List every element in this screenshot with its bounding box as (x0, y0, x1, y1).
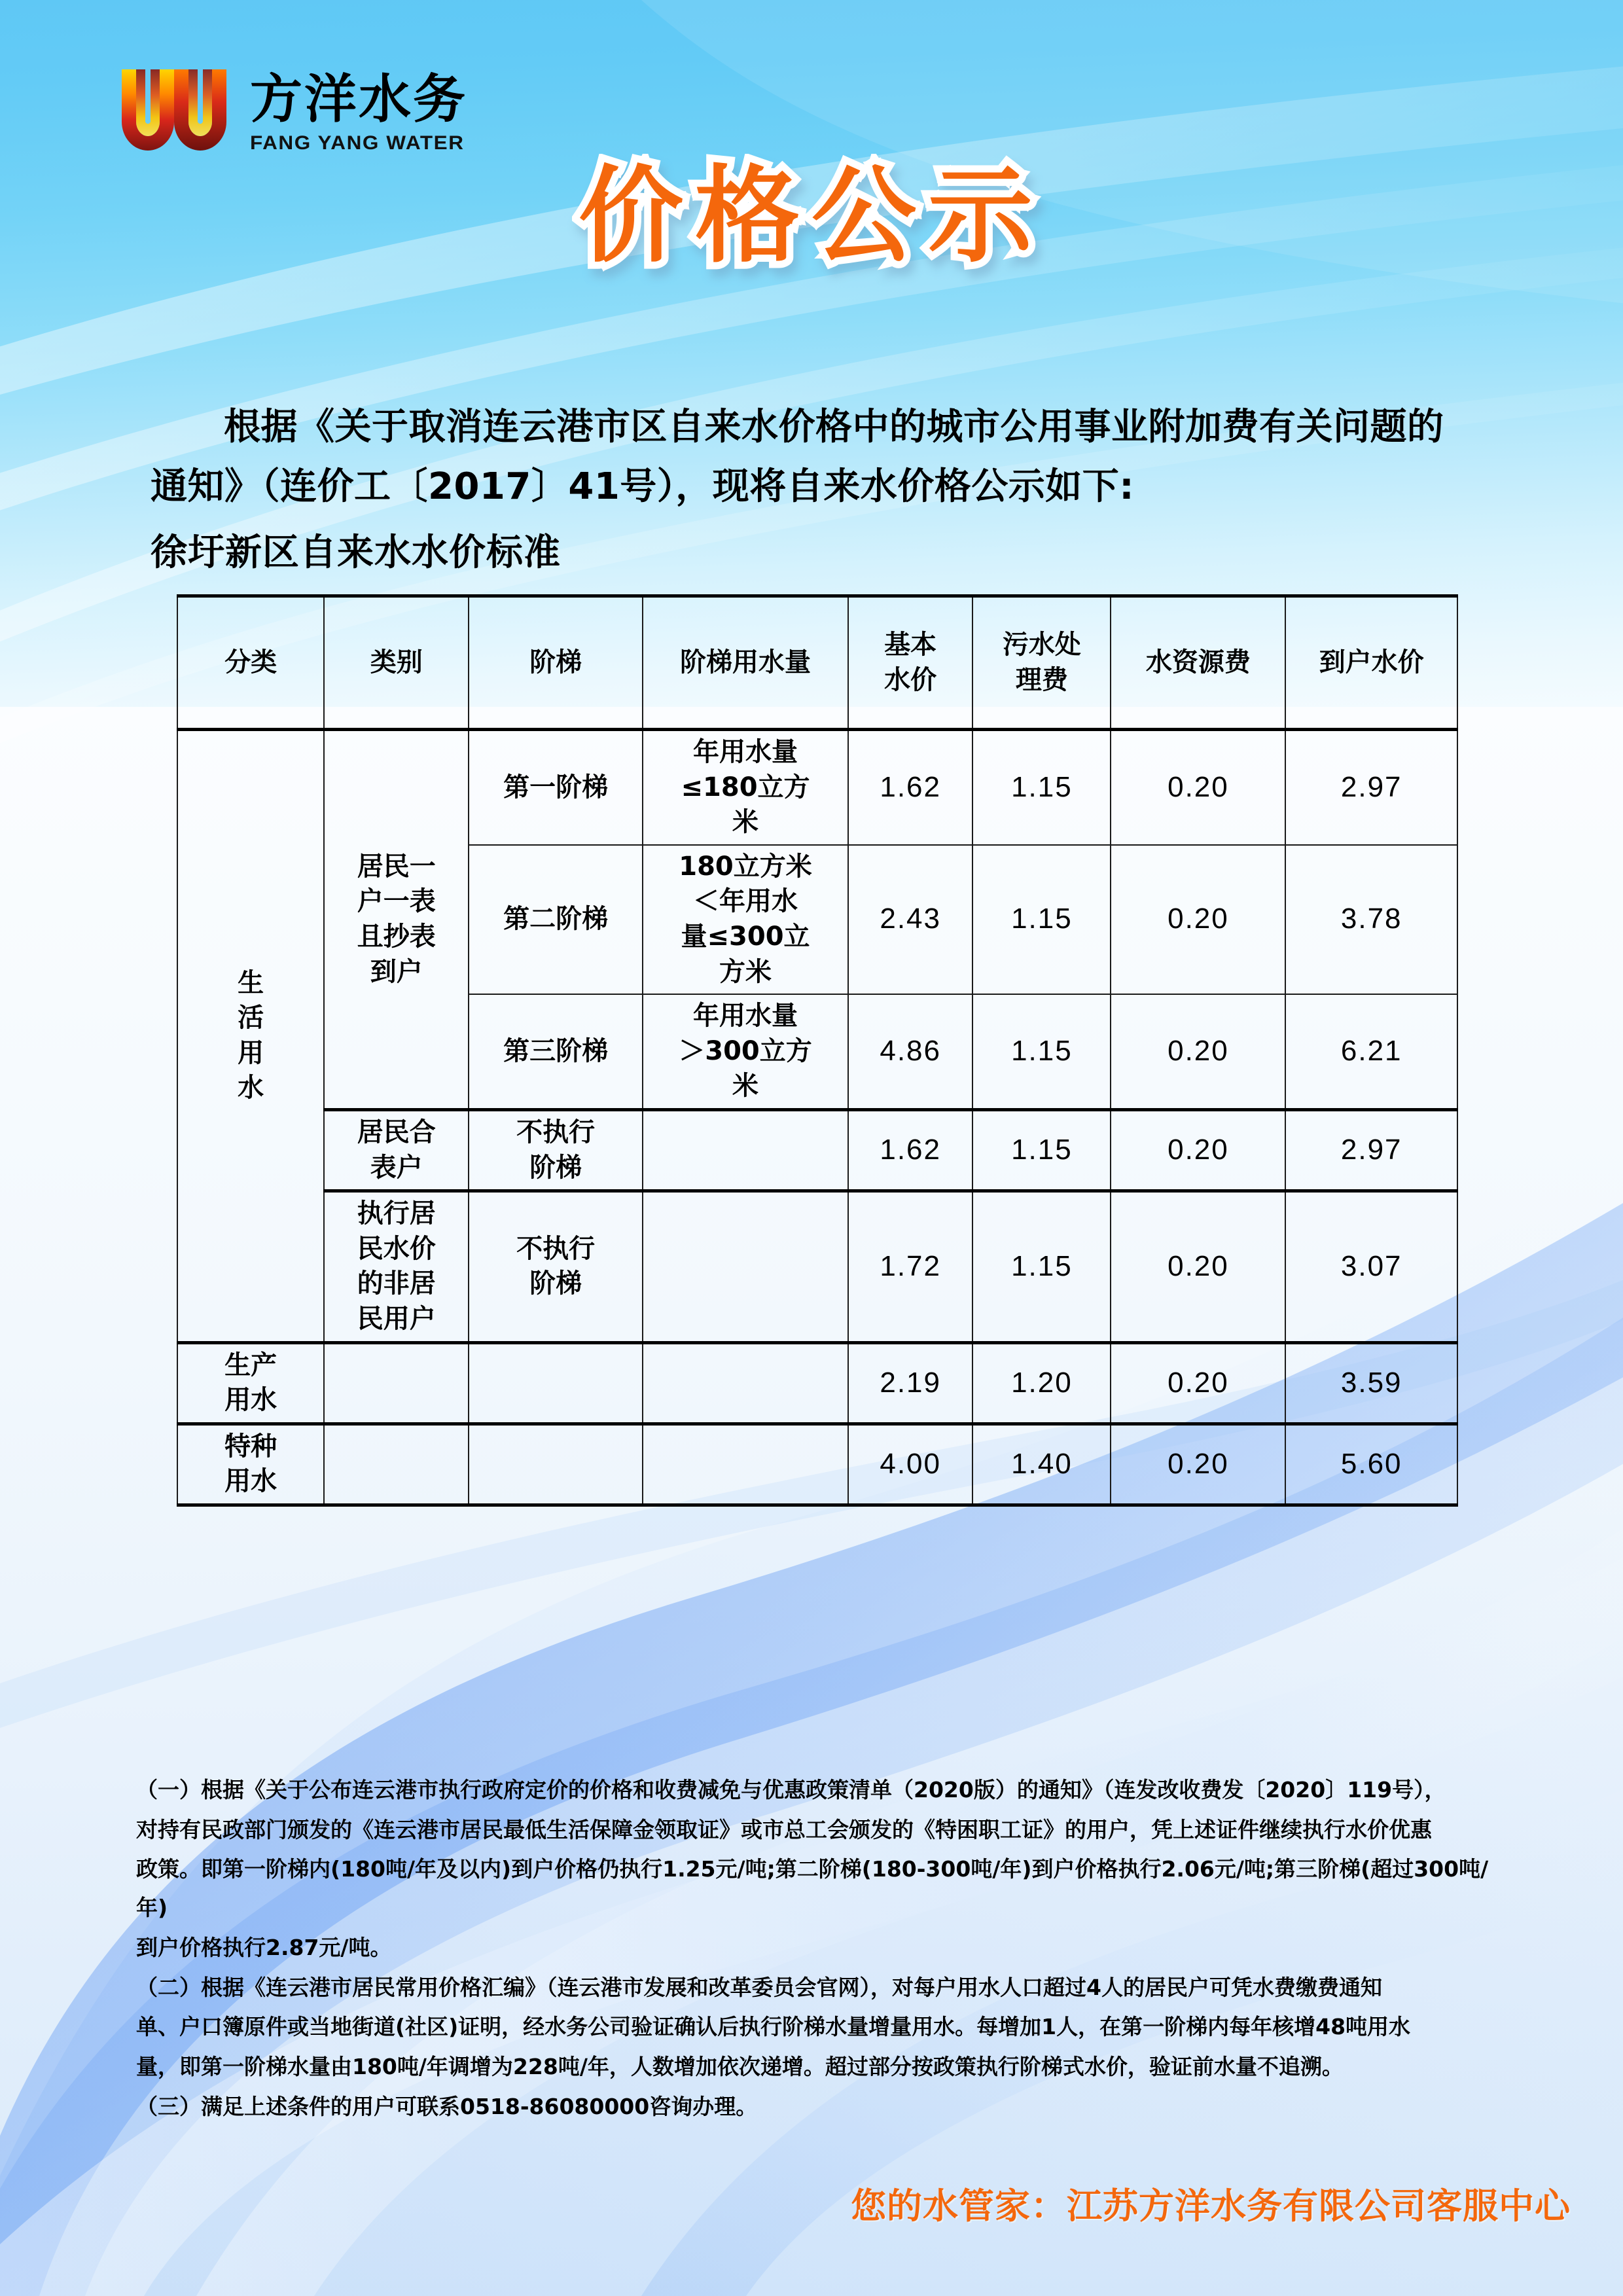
table-row (177, 1342, 1457, 1424)
water-price-table (177, 594, 1458, 1507)
cell-total-price: 3.78 (1285, 845, 1457, 994)
cell-resource-fee: 0.20 (1111, 1342, 1285, 1424)
tier-label (469, 1342, 643, 1424)
footnotes-block (136, 1771, 1499, 2128)
footnote-1-line-3: 政策。即第一阶梯内(180吨/年及以内)到户价格仍执行1.25元/吨;第二阶梯(180-300吨/年)到户价格执行2.06元/吨;第三阶梯(超过300吨/年) (136, 1856, 1489, 1921)
fangyang-w-logo-icon (116, 64, 233, 162)
cell-base-price: 1.62 (848, 730, 972, 845)
tier-usage-line2: ＜年用水 (693, 886, 798, 917)
type-label-one-household-one-meter (324, 730, 469, 1110)
group-label-domestic-water-char-3: 水 (238, 1073, 264, 1103)
tier-usage (643, 1342, 848, 1424)
group-label-domestic-water-char-0: 生 (238, 967, 264, 998)
footnote-3-line-1: （三）满足上述条件的用户可联系0518-86080000咨询办理。 (136, 2093, 758, 2119)
type-label (324, 1424, 469, 1505)
group-label-production-water-line-1: 用水 (224, 1385, 277, 1416)
cell-sewage-fee: 1.40 (972, 1424, 1111, 1505)
page-title: 价格公示 (578, 154, 1044, 277)
type-label-line-1: 表户 (370, 1152, 423, 1183)
group-label-domestic-water-char-2: 用 (238, 1037, 264, 1068)
type-label-line-3: 到户 (370, 956, 423, 987)
tier-usage-line3: 量≤300立 (681, 921, 810, 952)
cell-base-price: 4.86 (848, 994, 972, 1109)
table-row (177, 1191, 1457, 1342)
column-header-total-price: 到户水价 (1285, 596, 1457, 730)
brand-name-cn: 方洋水务 (250, 69, 467, 130)
tier-usage-line3: 米 (732, 1071, 759, 1102)
group-label-special-water-line-0: 特种 (224, 1431, 277, 1462)
column-header-tier-usage: 阶梯用水量 (643, 596, 848, 730)
cell-resource-fee: 0.20 (1111, 730, 1285, 845)
cell-resource-fee: 0.20 (1111, 845, 1285, 994)
group-label-special-water (177, 1424, 324, 1505)
cell-sewage-fee: 1.20 (972, 1342, 1111, 1424)
table-row (177, 1109, 1457, 1191)
type-label-line-3: 民用户 (357, 1303, 436, 1334)
tier-label (469, 1424, 643, 1505)
table-header-row (177, 596, 1457, 730)
column-header-resource-fee: 水资源费 (1111, 596, 1285, 730)
cell-resource-fee: 0.20 (1111, 994, 1285, 1109)
tier-usage (643, 1191, 848, 1342)
cell-total-price: 3.07 (1285, 1191, 1457, 1342)
type-label-combined-meter-household (324, 1109, 469, 1191)
footnote-2-line-2: 单、户口簿原件或当地街道(社区)证明，经水务公司验证确认后执行阶梯水量增量用水。每增加1人，在第一阶梯内每年核增48吨用水 (136, 2014, 1411, 2040)
type-label-line-2: 的非居 (357, 1268, 436, 1299)
column-header-category: 分类 (177, 596, 324, 730)
footnote-2-line-3: 量，即第一阶梯水量由180吨/年调增为228吨/年，人数增加依次递增。超过部分按政策执行阶梯式水价，验证前水量不追溯。 (136, 2054, 1344, 2080)
cell-resource-fee: 0.20 (1111, 1191, 1285, 1342)
footnote-1-line-1: （一）根据《关于公布连云港市执行政府定价的价格和收费减免与优惠政策清单（2020版）的通知》（连发改收费发〔2020〕119号）， (136, 1777, 1446, 1803)
tier-usage (643, 730, 848, 845)
cell-resource-fee: 0.20 (1111, 1424, 1285, 1505)
tier-usage-line3: 米 (732, 807, 759, 838)
tier-usage-line1: 180立方米 (679, 851, 812, 882)
group-label-special-water-line-1: 用水 (224, 1466, 277, 1497)
tier-usage (643, 1424, 848, 1505)
footnote-1-line-4: 到户价格执行2.87元/吨。 (136, 1934, 392, 1960)
cell-base-price: 1.72 (848, 1191, 972, 1342)
type-label-line-1: 户一表 (357, 886, 436, 917)
column-header-sewage-fee-line1: 污水处 (1002, 629, 1081, 660)
group-label-production-water (177, 1342, 324, 1424)
table-caption: 徐圩新区自来水水价标准 (151, 531, 561, 574)
brand-name-en: FANG YANG WATER (250, 132, 465, 154)
tier-usage (643, 1109, 848, 1191)
cell-base-price: 2.43 (848, 845, 972, 994)
tier-label (469, 1109, 643, 1191)
footnote-2-line-1: （二）根据《连云港市居民常用价格汇编》（连云港市发展和改革委员会官网），对每户用水人口超过4人的居民户可凭水费缴费通知 (136, 1974, 1382, 2000)
tier-label: 第三阶梯 (469, 994, 643, 1109)
brand-wordmark (250, 69, 467, 154)
intro-paragraph: 根据《关于取消连云港市区自来水价格中的城市公用事业附加费有关问题的通知》（连价工〔2017〕41号），现将自来水价格公示如下: (151, 406, 1444, 508)
cell-resource-fee: 0.20 (1111, 1109, 1285, 1191)
table-row (177, 730, 1457, 845)
table-row (177, 1424, 1457, 1505)
column-header-base-price-line1: 基本 (884, 629, 937, 660)
cell-total-price: 3.59 (1285, 1342, 1457, 1424)
tier-usage (643, 994, 848, 1109)
cell-total-price: 6.21 (1285, 994, 1457, 1109)
type-label-line-0: 执行居 (357, 1198, 436, 1229)
column-header-base-price (848, 596, 972, 730)
footnote-1-line-2: 对持有民政部门颁发的《连云港市居民最低生活保障金领取证》或市总工会颁发的《特困职工证》的用户，凭上述证件继续执行水价优惠 (136, 1816, 1432, 1842)
column-header-base-price-line2: 水价 (884, 664, 937, 695)
tier-usage-line4: 方米 (719, 956, 772, 987)
cell-sewage-fee: 1.15 (972, 730, 1111, 845)
cell-base-price: 2.19 (848, 1342, 972, 1424)
tier-label: 第二阶梯 (469, 845, 643, 994)
group-label-production-water-line-0: 生产 (224, 1350, 277, 1380)
type-label-line-0: 居民一 (357, 851, 436, 882)
column-header-sewage-fee (972, 596, 1111, 730)
column-header-type: 类别 (324, 596, 469, 730)
tier-label-line-0: 不执行 (516, 1117, 596, 1147)
group-label-domestic-water-char-1: 活 (238, 1003, 264, 1033)
cell-total-price: 2.97 (1285, 1109, 1457, 1191)
tier-label: 第一阶梯 (469, 730, 643, 845)
cell-base-price: 1.62 (848, 1109, 972, 1191)
cell-sewage-fee: 1.15 (972, 994, 1111, 1109)
cell-total-price: 2.97 (1285, 730, 1457, 845)
tier-label-line-0: 不执行 (516, 1233, 596, 1264)
type-label-nonresidential-at-residential-price (324, 1191, 469, 1342)
type-label-line-0: 居民合 (357, 1117, 436, 1147)
footer-slogan: 您的水管家：江苏方洋水务有限公司客服中心 (851, 2185, 1571, 2227)
tier-usage-line1: 年用水量 (693, 1001, 798, 1031)
tier-usage-line2: ＞300立方 (679, 1035, 812, 1066)
brand-logo (116, 64, 467, 162)
cell-sewage-fee: 1.15 (972, 1191, 1111, 1342)
column-header-tier: 阶梯 (469, 596, 643, 730)
cell-sewage-fee: 1.15 (972, 1109, 1111, 1191)
tier-label-line-1: 阶梯 (529, 1152, 582, 1183)
poster-header (0, 0, 1623, 367)
cell-sewage-fee: 1.15 (972, 845, 1111, 994)
cell-base-price: 4.00 (848, 1424, 972, 1505)
cell-total-price: 5.60 (1285, 1424, 1457, 1505)
type-label-line-1: 民水价 (357, 1233, 436, 1264)
group-label-domestic-water (177, 730, 324, 1343)
type-label (324, 1342, 469, 1424)
tier-usage-line1: 年用水量 (693, 737, 798, 767)
column-header-sewage-fee-line2: 理费 (1015, 664, 1068, 695)
type-label-line-2: 且抄表 (357, 921, 436, 952)
tier-usage (643, 845, 848, 994)
tier-label (469, 1191, 643, 1342)
tier-label-line-1: 阶梯 (529, 1268, 582, 1299)
tier-usage-line2: ≤180立方 (681, 772, 810, 802)
